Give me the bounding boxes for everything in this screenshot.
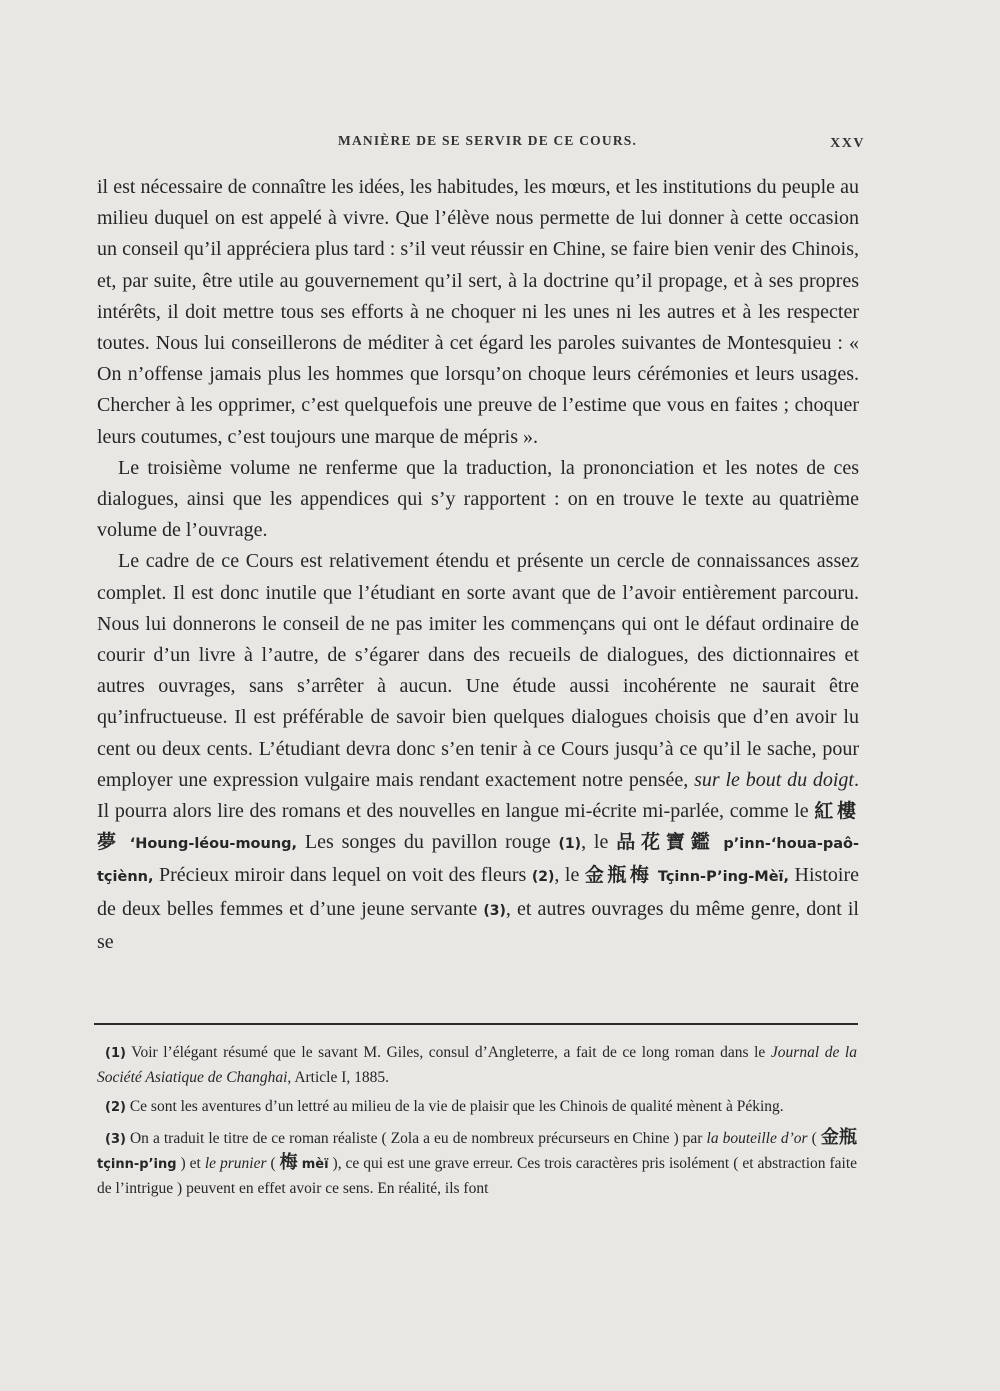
footnote-3-romanization-jinping: tçinn-p’ing [97,1157,177,1172]
footnote-2-text: Ce sont les aventures d’un lettré au milieu de la vie de plaisir que les Chinois de qualité mènent à Péking. [125,1098,784,1115]
page-number: XXV [830,136,865,151]
footnote-3-text-b: ( [807,1129,821,1147]
paragraph-3-text-c: Les songes du pavillon rouge [297,831,559,854]
footnote-1 [97,1041,857,1089]
footnotes [97,1041,857,1206]
paragraph-3-text-h: , et autres ouvrages du même genre, dont il se [97,897,859,953]
paragraph-1-text: il est nécessaire de connaître les idées, les habitudes, les mœurs, et les institutions du peuple au milieu duquel on est appelé à vivre. Que l’élève nous permette de lui donner à cette occasion un conseil qu’il appréciera plus tard : s’il veut réussir en Chine, se faire bien venir des Chinois, et, par suite, être utile au gouvernement qu’il sert, à la doctrine qu’il propage, et à ses propres intérêts, il doit mettre tous ses efforts à ne choquer ni les unes ni les autres et à les respecter toutes. Nous lui conseillerons de méditer à cet égard les paroles suivantes de Montesquieu : « On n’offense jamais plus les hommes que lorsqu’on choque leurs cérémonies et leurs usages. Chercher à les opprimer, c’est quelquefois une preuve de l’estime que vous en faites ; choquer leurs coutumes, c’est toujours une marque de mépris ». [97,176,859,448]
footnote-3-emphasis-b: le prunier [204,1155,267,1172]
paragraph-3-text-a: Le cadre de ce Cours est relativement étendu et présente un cercle de connaissances assez complet. Il est donc inutile que l’étudiant en sorte avant que de l’avoir entièrement parcouru. Nous lui donnerons le conseil de ne pas imiter les commençans qui ont le défaut ordinaire de courir d’un livre à l’autre, de s’égarer dans des recueils de dialogues, des dictionnaires et autres ouvrages, sans s’arrêter à aucun. Une étude aussi incohérente ne saurait être qu’infructueuse. Il est préférable de savoir bien quelques dialogues choisis que d’en avoir lu cent ou deux cents. L’étudiant devra donc s’en tenir à ce Cours jusqu’à ce qu’il le sache, pour employer une expression vulgaire mais rendant exactement notre pensée, [97,550,859,791]
footnote-ref-2[interactable]: (2) [531,869,555,886]
footnote-ref-1[interactable]: (1) [558,836,582,853]
romanization-hongloumeng: ‘Houng-léou-moung, [129,836,298,853]
footnote-3-text-a: On a traduit le titre de ce roman réaliste ( Zola a eu de nombreux précurseurs en Chine ) par [125,1129,707,1147]
footnote-3-chinese-jinping: 金瓶 [820,1126,857,1148]
running-head: MANIÈRE DE SE SERVIR DE CE COURS. [338,133,638,148]
paragraph-3-text-g: Histoire de deux belles femmes et d’une jeune servante [97,864,859,920]
paragraph-2 [97,453,859,547]
footnote-3-number: (3) [105,1131,126,1147]
page-header [95,133,865,157]
footnote-3-text-e: ), ce qui est une grave erreur. Ces trois caractères pris isolément ( et abstraction faite de l’intrigue ) peuvent en effet avoir ce sens. En réalité, ils font [97,1155,858,1197]
paragraph-3-emphasis: sur le bout du doigt [694,768,854,791]
body-text [97,172,859,958]
footnote-3-romanization-mei: mèï [301,1157,329,1172]
chinese-title-pinhuabaojian: 品花寶鑑 [616,831,716,854]
chinese-title-jinpingmei: 金瓶梅 [584,864,653,887]
footnote-3 [97,1126,857,1201]
chinese-title-hongloumeng: 紅樓夢 [97,800,859,854]
romanization-pinhuabaojian: p’inn-‘houa-paô-tçiènn, [97,836,859,886]
paragraph-3-text-b: . Il pourra alors lire des romans et des nouvelles en langue mi-écrite mi-parlée, comme le [97,768,859,823]
paragraph-1 [97,172,859,453]
footnote-1-text-a: Voir l’élégant résumé que le savant M. Giles, consul d’Angleterre, a fait de ce long roman dans le [125,1044,771,1061]
footnote-3-text-d: ( [266,1155,280,1172]
paragraph-3-text-e: Précieux miroir dans lequel on voit des fleurs [153,864,532,887]
footnote-1-text-b: , Article I, 1885. [287,1068,390,1086]
footnote-1-number: (1) [105,1046,126,1061]
footnote-3-emphasis-a: la bouteille d’or [706,1129,808,1147]
footnote-2 [97,1095,857,1120]
footnote-3-text-c: ) et [176,1155,205,1172]
paragraph-2-text: Le troisième volume ne renferme que la traduction, la prononciation et les notes de ces dialogues, ainsi que les appendices qui s’y rapportent : on en trouve le texte au quatrième volume de l’ouvrage. [97,456,859,542]
footnote-divider [94,1023,858,1025]
footnote-2-number: (2) [105,1100,126,1115]
paragraph-3-text-d: , le [581,831,617,854]
footnote-1-journal-title: Journal de la Société Asiatique de Changhai [97,1044,857,1086]
footnote-3-chinese-mei: 梅 [279,1152,298,1173]
paragraph-3 [97,546,859,958]
romanization-jinpingmei: Tçinn-P’ing-Mèï, [657,869,790,886]
footnote-ref-3[interactable]: (3) [483,902,506,919]
paragraph-3-text-f: , le [554,864,585,887]
